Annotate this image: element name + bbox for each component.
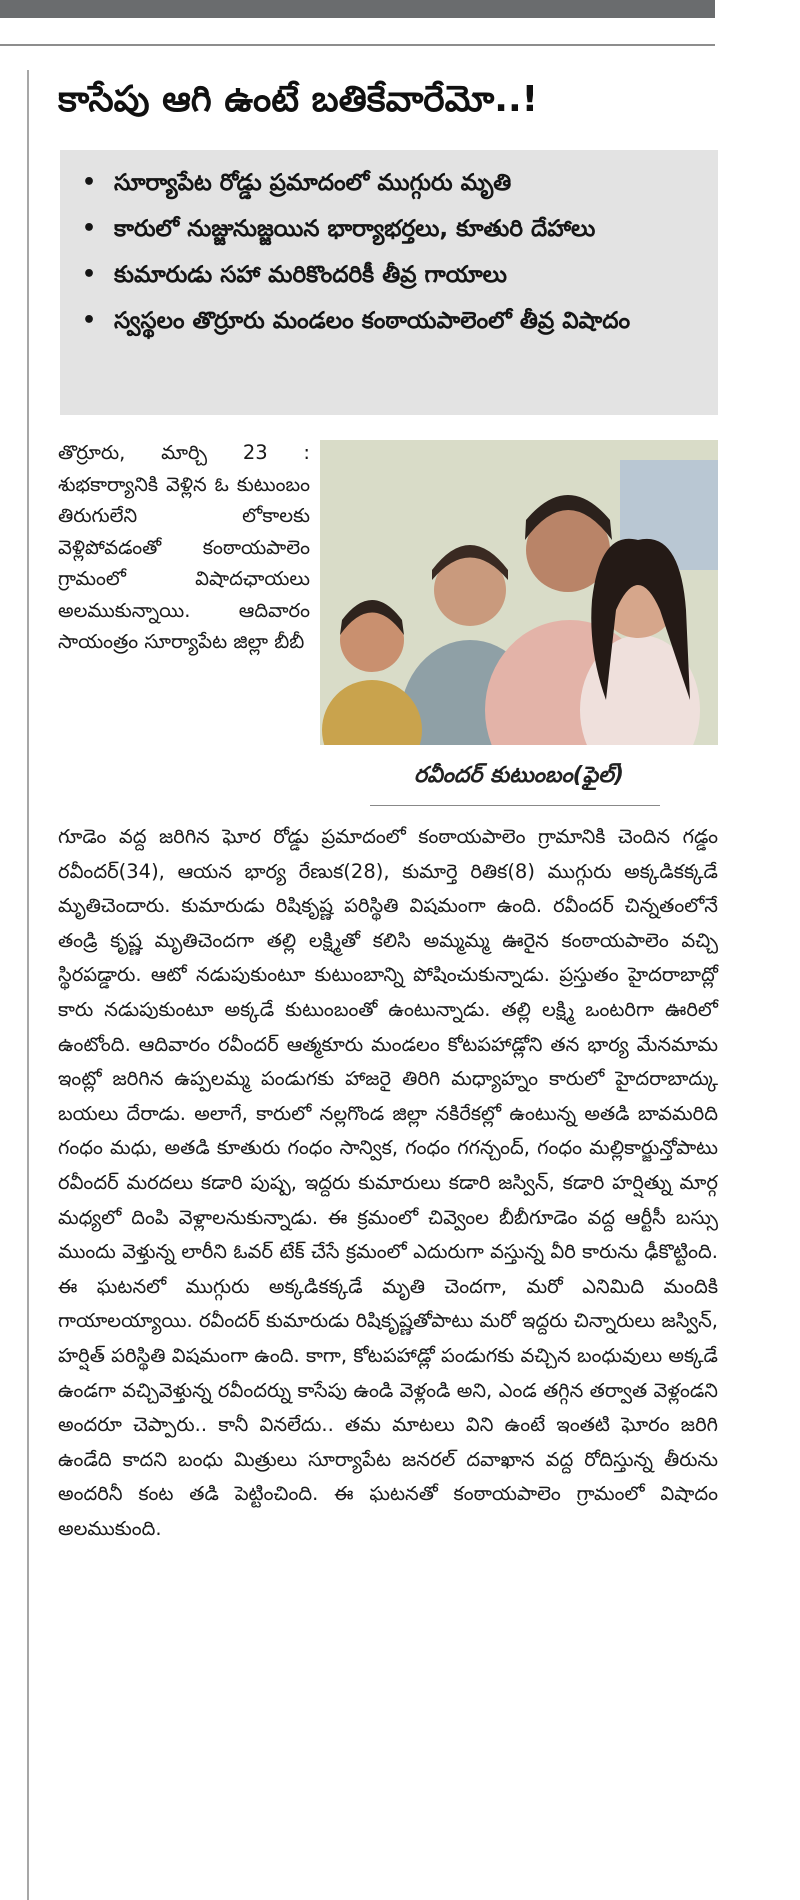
family-photo-illustration	[320, 440, 718, 745]
highlights-box	[60, 150, 718, 415]
bullet-icon: •	[82, 216, 97, 241]
highlight-text: కుమారుడు సహా మరికొందరికీ తీవ్ర గాయాలు	[114, 262, 507, 288]
article-body-intro: తొర్రూరు, మార్చి 23 : శుభకార్యానికి వెళ్లిన ఓ కుటుంబం తిరుగులేని లోకాలకు వెళ్లిపోవడంతో కంఠాయపాలెం గ్రామంలో విషాదఛాయలు అలముకున్నాయి. ఆదివారం సాయంత్రం సూర్యాపేట జిల్లా బీబీ	[58, 441, 310, 653]
bullet-icon: •	[82, 308, 97, 333]
bullet-icon: •	[82, 170, 97, 195]
highlight-item	[78, 252, 700, 298]
family-photo	[320, 440, 718, 745]
highlight-item	[78, 160, 700, 206]
photo-caption: రవీందర్ కుటుంబం(ఫైల్)	[414, 763, 624, 788]
column-margin-rule	[27, 70, 29, 1900]
article-body: గూడెం వద్ద జరిగిన ఘోర రోడ్డు ప్రమాదంలో కంఠాయపాలెం గ్రామానికి చెందిన గడ్డం రవీందర్(34), ఆయన భార్య రేణుక(28), కుమార్తె రితిక(8) ముగ్గురు అక్కడికక్కడే మృతిచెందారు. కుమారుడు రిషికృష్ణ పరిస్థితి విషమంగా ఉంది. రవీందర్ చిన్నతంలోనే తండ్రి కృష్ణ మృతిచెందగా తల్లి లక్ష్మితో కలిసి అమ్మమ్మ ఊరైన కంఠాయపాలెం వచ్చి స్థిరపడ్డారు. ఆటో నడుపుకుంటూ కుటుంబాన్ని పోషించుకున్నాడు. ప్రస్తుతం హైదరాబాద్లో కారు నడుపుకుంటూ అక్కడే కుటుంబంతో ఉంటున్నాడు. తల్లి లక్ష్మి ఒంటరిగా ఊరిలో ఉంటోంది. ఆదివారం రవీందర్ ఆత్మకూరు మండలం కోటపహాడ్లోని తన భార్య మేనమామ ఇంట్లో జరిగిన ఉప్పలమ్మ పండుగకు హాజరై తిరిగి మధ్యాహ్నం కారులో హైదరాబాద్కు బయలు దేరాడు. అలాగే, కారులో నల్లగొండ జిల్లా నకిరేకల్లో ఉంటున్న అతడి బావమరిది గంధం మధు, అతడి కూతురు గంధం సాన్విక, గంధం గగన్చంద్, గంధం మల్లికార్జున్తోపాటు రవీందర్ మరదలు కడారి పుష్ప, ఇద్దరు కుమారులు కడారి జస్విన్, కడారి హర్షిత్ను మార్గ మధ్యలో దింపి వెళ్లాలనుకున్నాడు. ఈ క్రమంలో చివ్వెంల బీబీగూడెం వద్ద ఆర్టీసీ బస్సు ముందు వెళ్తున్న లారీని ఓవర్ టేక్ చేసే క్రమంలో ఎదురుగా వస్తున్న వీరి కారును ఢీకొట్టింది. ఈ ఘటనలో ముగ్గురు అక్కడికక్కడే మృతి చెందగా, మరో ఎనిమిది మందికి గాయాలయ్యాయి. రవీందర్ కుమారుడు రిషికృష్ణతోపాటు మరో ఇద్దరు చిన్నారులు జస్విన్, హర్షిత్ పరిస్థితి విషమంగా ఉంది. కాగా, కోటపహాడ్లో పండుగకు వచ్చిన బంధువులు అక్కడే ఉండగా వచ్చివెళ్తున్న రవీందర్ను కాసేపు ఉండి వెళ్లండి అని, ఎండ తగ్గిన తర్వాత వెళ్లండని అందరూ చెప్పారు.. కానీ వినలేదు.. తమ మాటలు విని ఉంటే ఇంతటి ఘోరం జరిగి ఉండేది కాదని బంధు మిత్రులు సూర్యాపేట జనరల్ దవాఖాన వద్ద రోదిస్తున్న తీరును అందరినీ కంట తడి పెట్టించింది. ఈ ఘటనతో కంఠాయపాలెం గ్రామంలో విషాదం అలముకుంది.	[58, 825, 718, 1540]
highlight-text: సూర్యాపేట రోడ్డు ప్రమాదంలో ముగ్గురు మృతి	[114, 170, 512, 196]
highlight-text: కారులో నుజ్జునుజ్జయిన భార్యాభర్తలు, కూతురి దేహాలు	[114, 216, 596, 242]
caption-divider	[370, 805, 660, 806]
header-bar	[0, 0, 715, 18]
highlight-item	[78, 298, 700, 344]
top-divider	[0, 44, 715, 46]
article-headline: కాసేపు ఆగి ఉంటే బతికేవారేమో..!	[58, 79, 539, 120]
bullet-icon: •	[82, 262, 97, 287]
highlight-text: స్వస్థలం తొర్రూరు మండలం కంఠాయపాలెంలో తీవ్ర విషాదం	[114, 308, 631, 334]
highlight-item	[78, 206, 700, 252]
